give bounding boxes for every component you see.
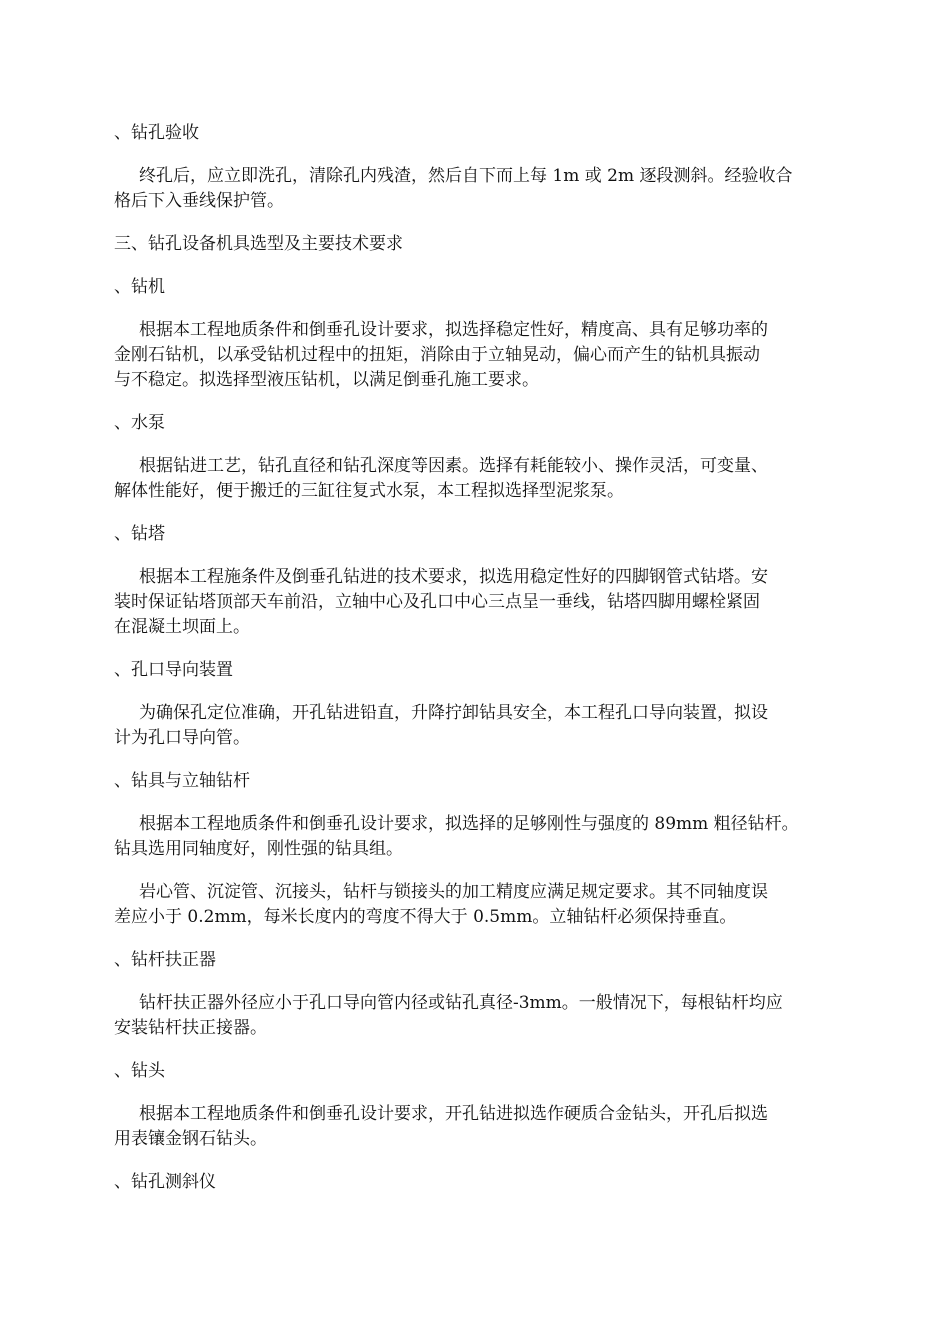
paragraph-line: 根据本工程施条件及倒垂孔钻进的技术要求，拟选用稳定性好的四脚钢管式钻塔。安 <box>139 567 768 587</box>
paragraph-line: 格后下入垂线保护管。 <box>114 191 284 211</box>
body-paragraph <box>114 1102 860 1152</box>
section-heading: 、钻孔验收 <box>114 123 199 143</box>
paragraph-line: 钻具选用同轴度好，刚性强的钻具组。 <box>114 839 403 859</box>
paragraph-line: 根据本工程地质条件和倒垂孔设计要求，拟选择的足够刚性与强度的 89mm 粗径钻杆。 <box>139 814 799 834</box>
paragraph-line: 与不稳定。拟选择型液压钻机，以满足倒垂孔施工要求。 <box>114 370 539 390</box>
paragraph-line: 根据钻进工艺，钻孔直径和钻孔深度等因素。选择有耗能较小、操作灵活，可变量、 <box>139 456 768 476</box>
paragraph-line: 用表镶金钢石钻头。 <box>114 1129 267 1149</box>
body-paragraph <box>114 164 860 214</box>
paragraph-line: 根据本工程地质条件和倒垂孔设计要求，拟选择稳定性好，精度高、具有足够功率的 <box>139 320 768 340</box>
paragraph-line: 为确保孔定位准确，开孔钻进铅直，升降拧卸钻具安全，本工程孔口导向装置，拟设 <box>139 703 768 723</box>
body-paragraph <box>114 880 860 930</box>
section-heading: 、水泵 <box>114 413 165 433</box>
section-heading: 、钻杆扶正器 <box>114 950 216 970</box>
paragraph-line: 解体性能好，便于搬迁的三缸往复式水泵，本工程拟选择型泥浆泵。 <box>114 481 624 501</box>
paragraph-line: 岩心管、沉淀管、沉接头，钻杆与锁接头的加工精度应满足规定要求。其不同轴度误 <box>139 882 768 902</box>
body-paragraph <box>114 812 860 862</box>
section-heading: 、钻孔测斜仪 <box>114 1172 216 1192</box>
paragraph-line: 在混凝土坝面上。 <box>114 617 250 637</box>
paragraph-line: 根据本工程地质条件和倒垂孔设计要求，开孔钻进拟选作硬质合金钻头，开孔后拟选 <box>139 1104 768 1124</box>
section-heading: 、钻机 <box>114 277 165 297</box>
paragraph-line: 装时保证钻塔顶部天车前沿，立轴中心及孔口中心三点呈一垂线，钻塔四脚用螺栓紧固 <box>114 592 760 612</box>
section-heading: 、孔口导向装置 <box>114 660 233 680</box>
section-heading: 、钻塔 <box>114 524 165 544</box>
body-paragraph <box>114 565 860 640</box>
paragraph-line: 计为孔口导向管。 <box>114 728 250 748</box>
paragraph-line: 安装钻杆扶正接器。 <box>114 1018 267 1038</box>
paragraph-line: 终孔后，应立即洗孔，清除孔内残渣，然后自下而上每 1m 或 2m 逐段测斜。经验收合 <box>139 166 793 186</box>
body-paragraph <box>114 701 860 751</box>
section-heading: 三、钻孔设备机具选型及主要技术要求 <box>114 234 403 254</box>
paragraph-line: 金刚石钻机，以承受钻机过程中的扭矩，消除由于立轴晃动，偏心而产生的钻机具振动 <box>114 345 760 365</box>
body-paragraph <box>114 454 860 504</box>
paragraph-line: 钻杆扶正器外径应小于孔口导向管内径或钻孔真径-3mm。一般情况下，每根钻杆均应 <box>139 993 783 1013</box>
section-heading: 、钻具与立轴钻杆 <box>114 771 250 791</box>
section-heading: 、钻头 <box>114 1061 165 1081</box>
paragraph-line: 差应小于 0.2mm，每米长度内的弯度不得大于 0.5mm。立轴钻杆必须保持垂直。 <box>114 907 737 927</box>
body-paragraph <box>114 991 860 1041</box>
document-page <box>114 121 860 1213</box>
body-paragraph <box>114 318 860 393</box>
